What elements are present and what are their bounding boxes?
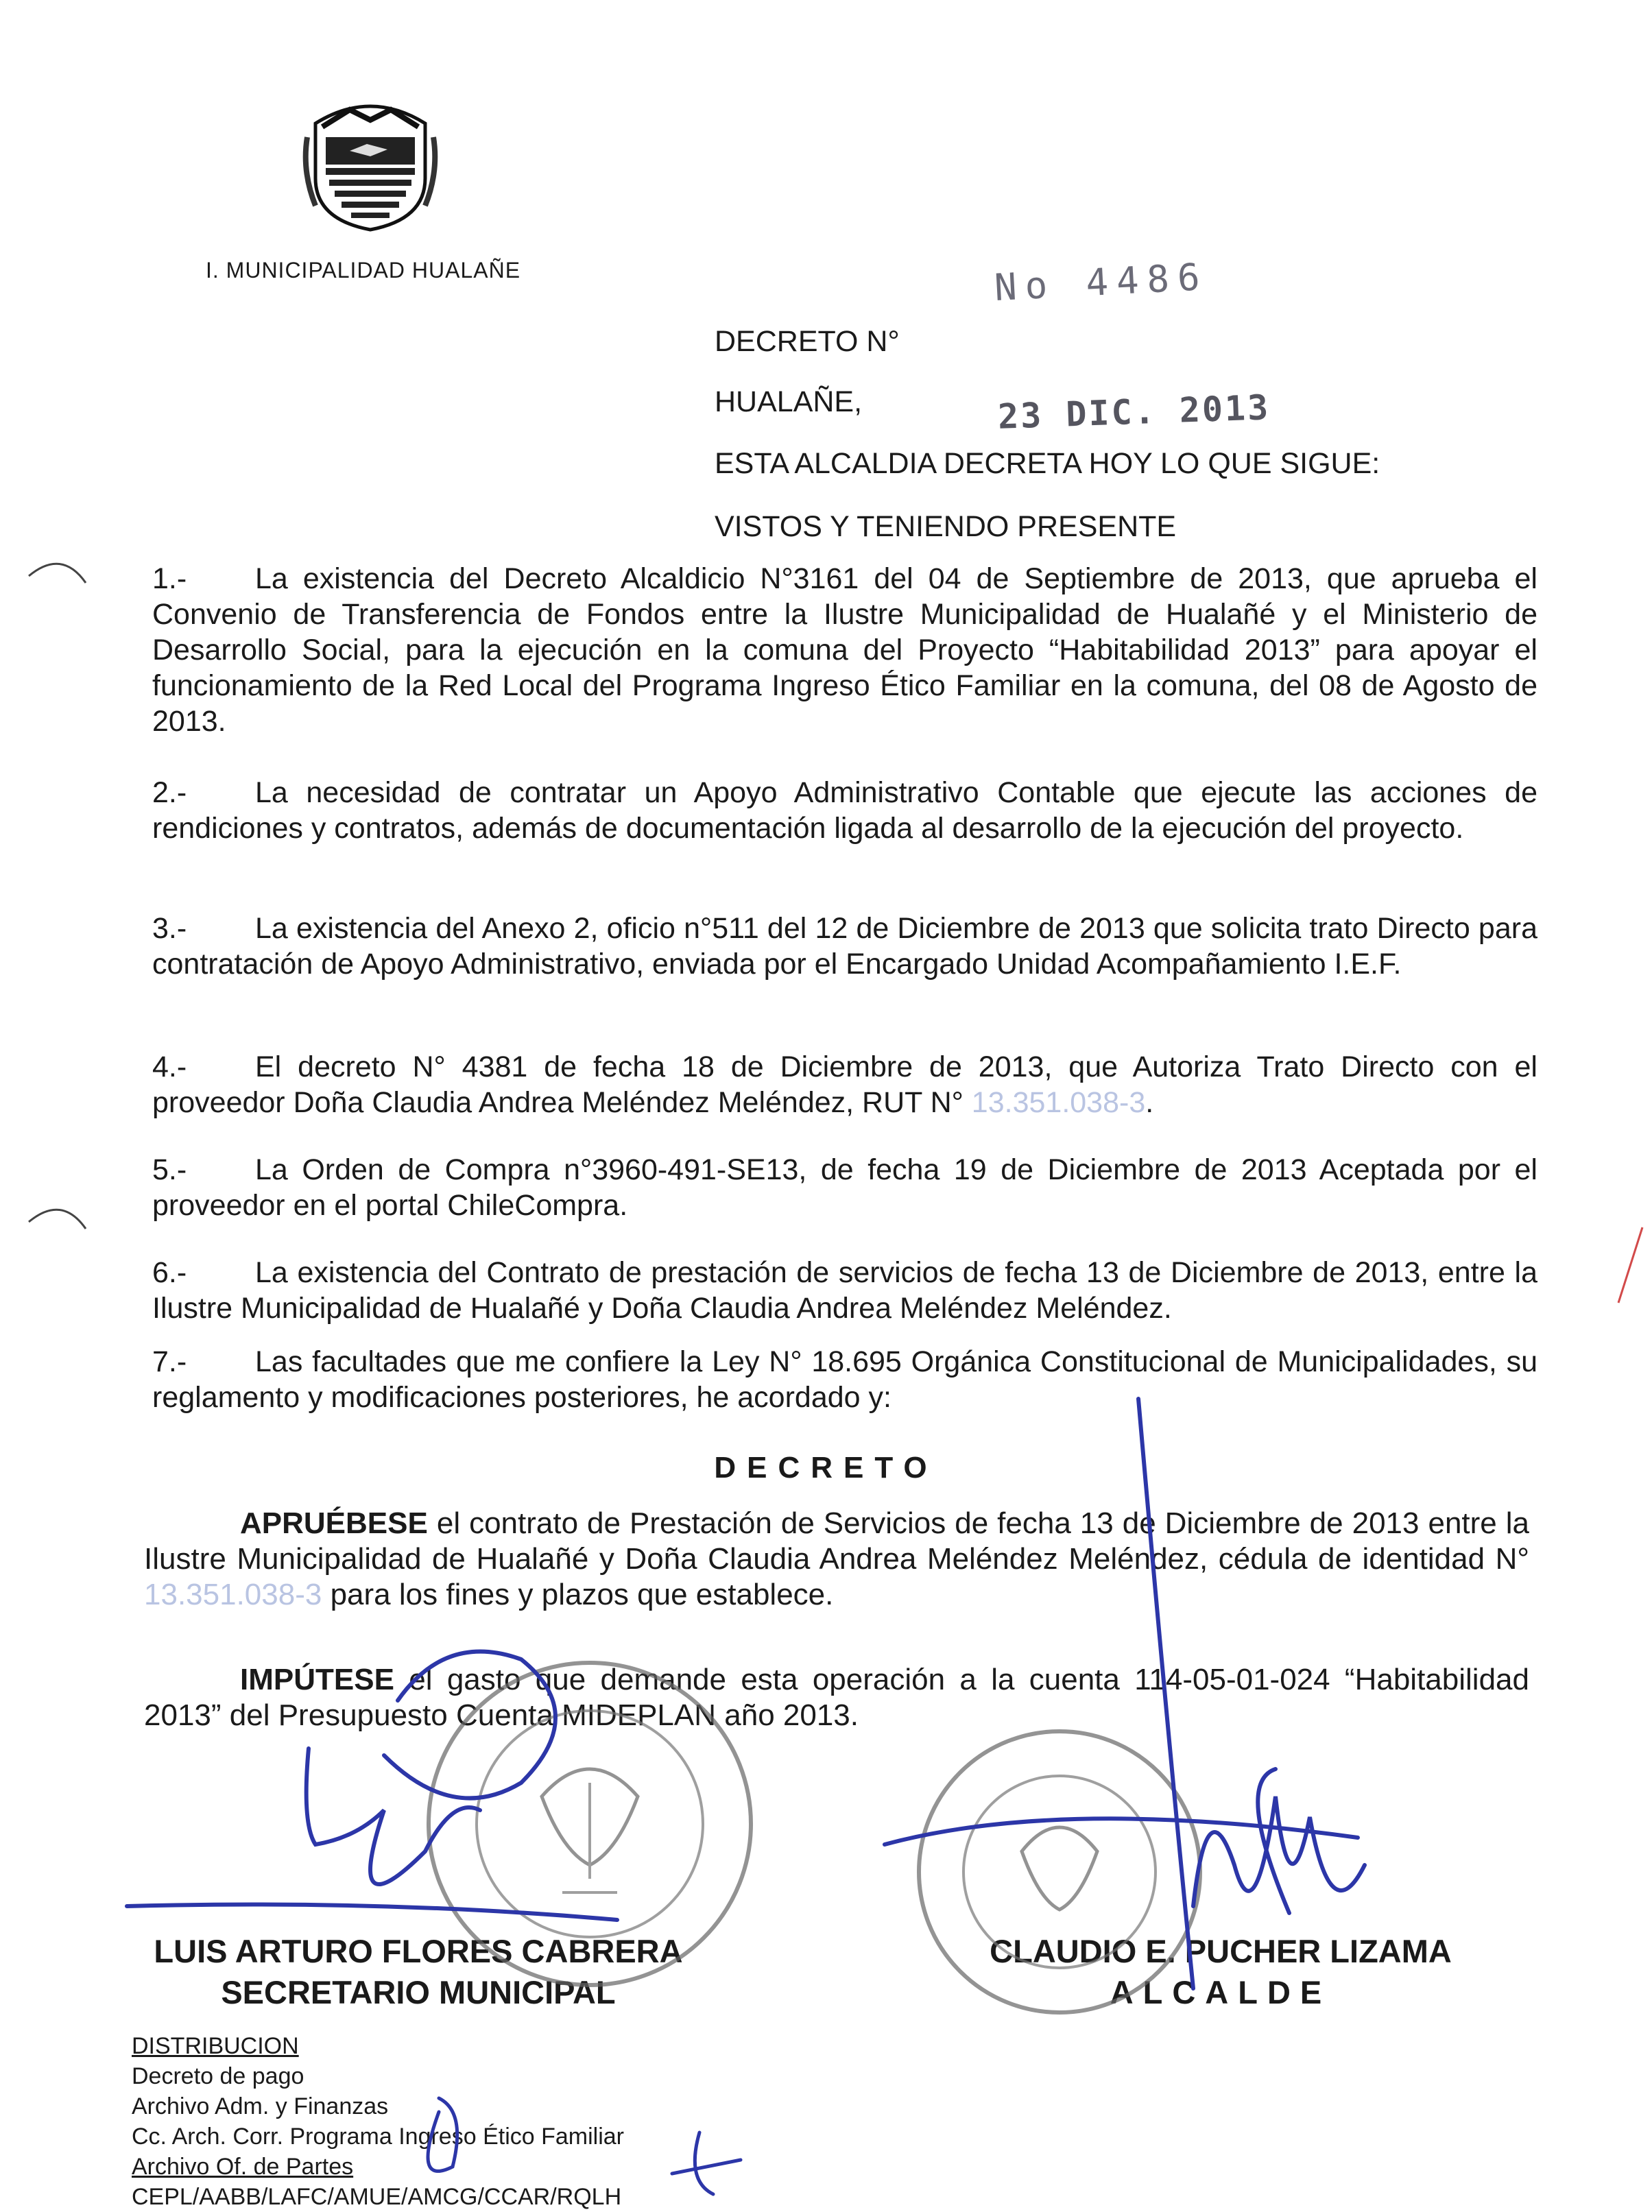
consideration-text: La existencia del Anexo 2, oficio n°511 del 12 de Diciembre de 2013 que solicita trato Directo para contratación de Apoyo Administrativo, enviada por el Encargado Unidad Acompañamiento I.E.F. — [152, 912, 1537, 981]
signer-name: LUIS ARTURO FLORES CABRERA — [154, 1933, 683, 1969]
distribution-label: DISTRIBUCION — [132, 2033, 299, 2059]
resolution-keyword: APRUÉBESE — [240, 1506, 428, 1540]
consideration-item — [152, 1049, 1537, 1120]
municipal-crest-logo — [302, 96, 439, 233]
consideration-text: La necesidad de contratar un Apoyo Administrativo Contable que ejecute las acciones de rendiciones y contratos, además de documentación ligada al desarrollo de la ejecución del proyecto. — [152, 776, 1537, 845]
consideration-item — [152, 1152, 1537, 1223]
distribution-item: Archivo Adm. y Finanzas — [132, 2093, 389, 2119]
consideration-item — [152, 911, 1537, 982]
consideration-number: 7.- — [152, 1345, 187, 1378]
decree-statement: ESTA ALCALDIA DECRETA HOY LO QUE SIGUE: — [715, 447, 1380, 480]
consideration-text: La existencia del Decreto Alcaldicio N°3161 del 04 de Septiembre de 2013, que aprueba el Convenio de Transferencia de Fondos entre la Ilustre Municipalidad de Hualañé y el Ministerio de Desarrollo Social, para la ejecución en la comuna del Proyecto “Habitabilidad 2013” para apoyar el funcionamiento de la Red Local del Programa Ingreso Ético Familiar en la comuna, del 08 de Agosto de 2013. — [152, 562, 1537, 738]
resolution-text: el contrato de Prestación de Servicios de fecha 13 de Diciembre de 2013 entre la Ilustre Municipalidad de Hualañé y Doña Claudia Andrea Meléndez Meléndez, cédula de identidad N° — [144, 1506, 1530, 1576]
consideration-number: 2.- — [152, 776, 187, 809]
distribution-list — [132, 2031, 624, 2212]
consideration-item — [152, 1344, 1537, 1415]
distribution-item: Cc. Arch. Corr. Programa Ingreso Ético Familiar — [132, 2124, 625, 2150]
resolution-keyword: IMPÚTESE — [240, 1663, 394, 1696]
resolution-approve — [144, 1506, 1529, 1613]
consideration-text: El decreto N° 4381 de fecha 18 de Diciembre de 2013, que Autoriza Trato Directo con el proveedor Doña Claudia Andrea Meléndez Meléndez, RUT N° — [152, 1050, 1537, 1119]
date-stamp: 23 DIC. 2013 — [997, 387, 1271, 437]
masked-rut: 13.351.038-3 — [971, 1086, 1146, 1119]
consideration-item — [152, 1255, 1537, 1326]
decree-number-stamp: No 4486 — [993, 254, 1210, 310]
decree-number-label: DECRETO N° — [715, 325, 900, 358]
consideration-text: La Orden de Compra n°3960-491-SE13, de fecha 19 de Diciembre de 2013 Aceptada por el proveedor en el portal ChileCompra. — [152, 1153, 1537, 1222]
resolution-tail: para los fines y plazos que establece. — [330, 1578, 834, 1611]
masked-id-number: 13.351.038-3 — [144, 1578, 322, 1611]
municipality-name: I. MUNICIPALIDAD HUALAÑE — [206, 258, 521, 282]
consideration-number: 1.- — [152, 562, 187, 595]
decree-heading: DECRETO — [714, 1451, 938, 1484]
resolution-text: el gasto que demande esta operación a la cuenta 114-05-01-024 “Habitabilidad 2013” del Presupuesto Cuenta MIDEPLAN año 2013. — [144, 1663, 1529, 1732]
signature-block-secretary — [137, 1931, 699, 2013]
place-label: HUALAÑE, — [715, 385, 863, 418]
red-margin-mark — [1618, 1227, 1642, 1303]
consideration-text: Las facultades que me confiere la Ley N° 18.695 Orgánica Constitucional de Municipalidades, su reglamento y modificaciones posteriores, he acordado y: — [152, 1345, 1537, 1414]
consideration-number: 4.- — [152, 1050, 187, 1083]
consideration-number: 3.- — [152, 912, 187, 945]
vistos-heading: VISTOS Y TENIENDO PRESENTE — [715, 510, 1177, 543]
punch-hole-mark — [29, 564, 86, 583]
consideration-text: La existencia del Contrato de prestación de servicios de fecha 13 de Diciembre de 2013, entre la Ilustre Municipalidad de Hualañé y Doña Claudia Andrea Meléndez Meléndez. — [152, 1256, 1537, 1325]
distribution-item: Decreto de pago — [132, 2063, 304, 2089]
consideration-number: 6.- — [152, 1256, 187, 1289]
signer-title: SECRETARIO MUNICIPAL — [221, 1974, 616, 2010]
resolution-impute — [144, 1662, 1529, 1733]
distribution-item: Archivo Of. de Partes — [132, 2154, 354, 2180]
consideration-tail: . — [1145, 1086, 1154, 1119]
consideration-item — [152, 775, 1537, 846]
distribution-item: CEPL/AABB/LAFC/AMUE/AMCG/CCAR/RQLH — [132, 2184, 622, 2210]
consideration-number: 5.- — [152, 1153, 187, 1186]
signer-title: ALCALDE — [1110, 1974, 1332, 2010]
consideration-item — [152, 561, 1537, 739]
signature-block-mayor — [974, 1931, 1468, 2013]
signer-name: CLAUDIO E. PUCHER LIZAMA — [990, 1933, 1452, 1969]
punch-hole-mark — [29, 1210, 86, 1229]
